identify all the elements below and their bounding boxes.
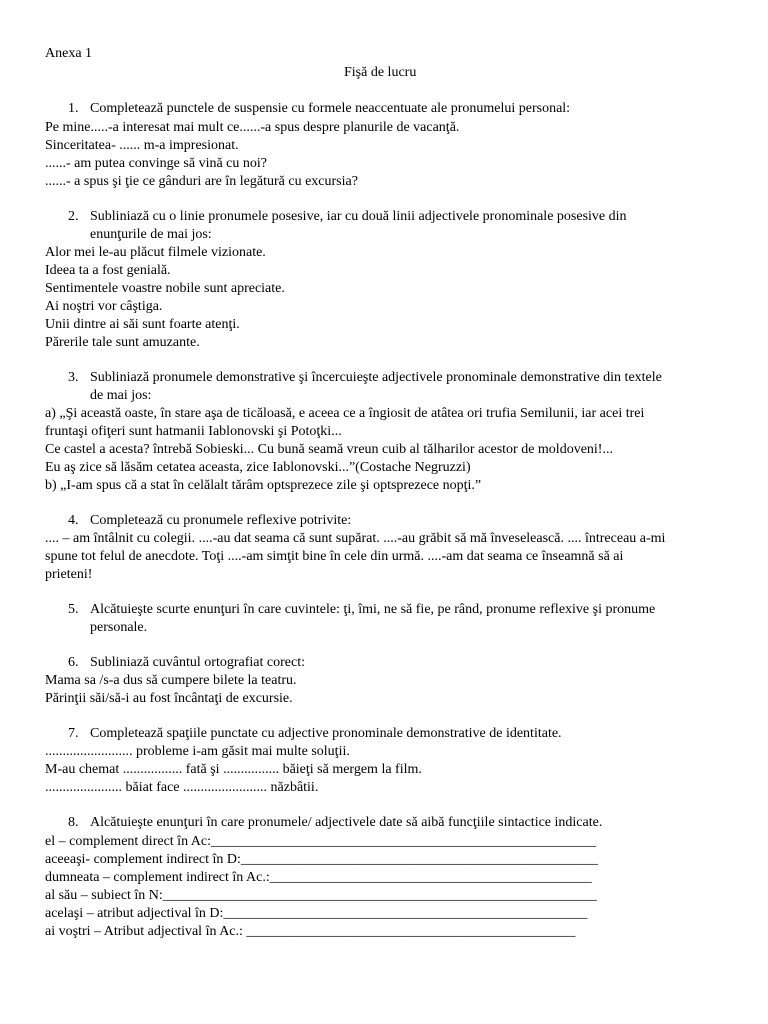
- exercise-prompt-line: Subliniază cu o linie pronumele posesive, iar cu două linii adjectivele pronominale posesive din: [90, 209, 627, 224]
- exercise-line: Ce castel a acesta? întrebă Sobieski... Cu bună seamă vreun cuib al tălharilor acestor de moldoveni!...: [45, 442, 613, 457]
- exercise-number: 7.: [68, 726, 79, 741]
- exercise-number: 8.: [68, 815, 79, 830]
- exercise-line: ......- am putea convinge să vină cu noi?: [45, 156, 267, 171]
- exercise-prompt-line: enunţurile de mai jos:: [90, 227, 212, 242]
- exercise-line: al său – subiect în N:______________________________________________________________: [45, 888, 597, 903]
- exercise-number: 2.: [68, 209, 79, 224]
- exercise-line: aceeaşi- complement indirect în D:___________________________________________________: [45, 852, 598, 867]
- exercise-line: Pe mine.....-a interesat mai mult ce......-a spus despre planurile de vacanţă.: [45, 120, 460, 135]
- exercise-line: Sinceritatea- ...... m-a impresionat.: [45, 138, 239, 153]
- exercise-prompt-line: Subliniază pronumele demonstrative şi încercuieşte adjectivele pronominale demonstrative din textele: [90, 370, 662, 385]
- exercise-line: Mama sa /s-a dus să cumpere bilete la teatru.: [45, 673, 297, 688]
- exercise-line: ...................... băiat face ........................ năzbâtii.: [45, 780, 319, 795]
- exercise-line: ai voştri – Atribut adjectival în Ac.: _______________________________________________: [45, 924, 576, 939]
- exercise-line: Eu aş zice să lăsăm cetatea aceasta, zice Iablonovski...”(Costache Negruzzi): [45, 460, 471, 475]
- exercise-line: ......- a spus şi ţie ce gânduri are în legătură cu excursia?: [45, 174, 358, 189]
- exercise-line: a) „Şi această oaste, în stare aşa de ticăloasă, e aceea ce a îngiosit de atâtea ori trufia Semilunii, iar acei trei: [45, 406, 645, 421]
- exercise-prompt-line: Subliniază cuvântul ortografiat corect:: [90, 655, 305, 670]
- exercise-line: Părerile tale sunt amuzante.: [45, 335, 200, 350]
- exercise-line: Ideea ta a fost genială.: [45, 263, 171, 278]
- exercise-line: dumneata – complement indirect în Ac.:______________________________________________: [45, 870, 592, 885]
- exercise-number: 4.: [68, 513, 79, 528]
- exercise-prompt-line: personale.: [90, 620, 148, 635]
- exercise-line: .... – am întâlnit cu colegii. ....-au dat seama că sunt supărat. ....-au grăbit să mă înveselească. .... întreceau a-mi: [45, 531, 666, 546]
- annex-label: Anexa 1: [45, 46, 93, 61]
- exercise-line: Sentimentele voastre nobile sunt apreciate.: [45, 281, 285, 296]
- exercise-line: Părinţii săi/să-i au fost încântaţi de excursie.: [45, 691, 293, 706]
- exercise-line: M-au chemat ................. fată şi ................ băieţi să mergem la film.: [45, 762, 422, 777]
- exercise-number: 3.: [68, 370, 79, 385]
- exercise-prompt-line: Alcătuieşte enunţuri în care pronumele/ adjectivele date să aibă funcţiile sintactice indicate.: [90, 815, 603, 830]
- exercise-prompt-line: Completează cu pronumele reflexive potrivite:: [90, 513, 352, 528]
- exercise-line: el – complement direct în Ac:_______________________________________________________: [45, 834, 597, 849]
- exercise-line: b) „I-am spus că a stat în celălalt tărâm optsprezece zile şi optsprezece nopţi.”: [45, 478, 482, 493]
- exercise-line: Unii dintre ai săi sunt foarte atenţi.: [45, 317, 240, 332]
- exercise-number: 5.: [68, 602, 79, 617]
- exercise-prompt-line: Completează spaţiile punctate cu adjective pronominale demonstrative de identitate.: [90, 726, 562, 741]
- exercise-line: acelaşi – atribut adjectival în D:____________________________________________________: [45, 906, 588, 921]
- exercise-prompt-line: de mai jos:: [90, 388, 152, 403]
- exercise-line: prieteni!: [45, 567, 93, 582]
- exercise-line: ......................... probleme i-am găsit mai multe soluţii.: [45, 744, 350, 759]
- exercise-line: Alor mei le-au plăcut filmele vizionate.: [45, 245, 266, 260]
- exercise-prompt-line: Alcătuieşte scurte enunţuri în care cuvintele: ţi, îmi, ne să fie, pe rând, pronume reflexive şi pronume: [90, 602, 656, 617]
- page-title: Fişă de lucru: [344, 65, 417, 80]
- exercise-line: fruntaşi ofiţeri sunt hatmanii Iablonovski şi Potoţki...: [45, 424, 342, 439]
- exercise-line: Ai noştri vor câştiga.: [45, 299, 163, 314]
- exercise-line: spune tot felul de anecdote. Toţi ....-am simţit bine în cele din urmă. ....-am dat seama ce înseamnă să ai: [45, 549, 624, 564]
- exercise-number: 1.: [68, 101, 79, 116]
- exercise-number: 6.: [68, 655, 79, 670]
- exercise-prompt-line: Completează punctele de suspensie cu formele neaccentuate ale pronumelui personal:: [90, 101, 571, 116]
